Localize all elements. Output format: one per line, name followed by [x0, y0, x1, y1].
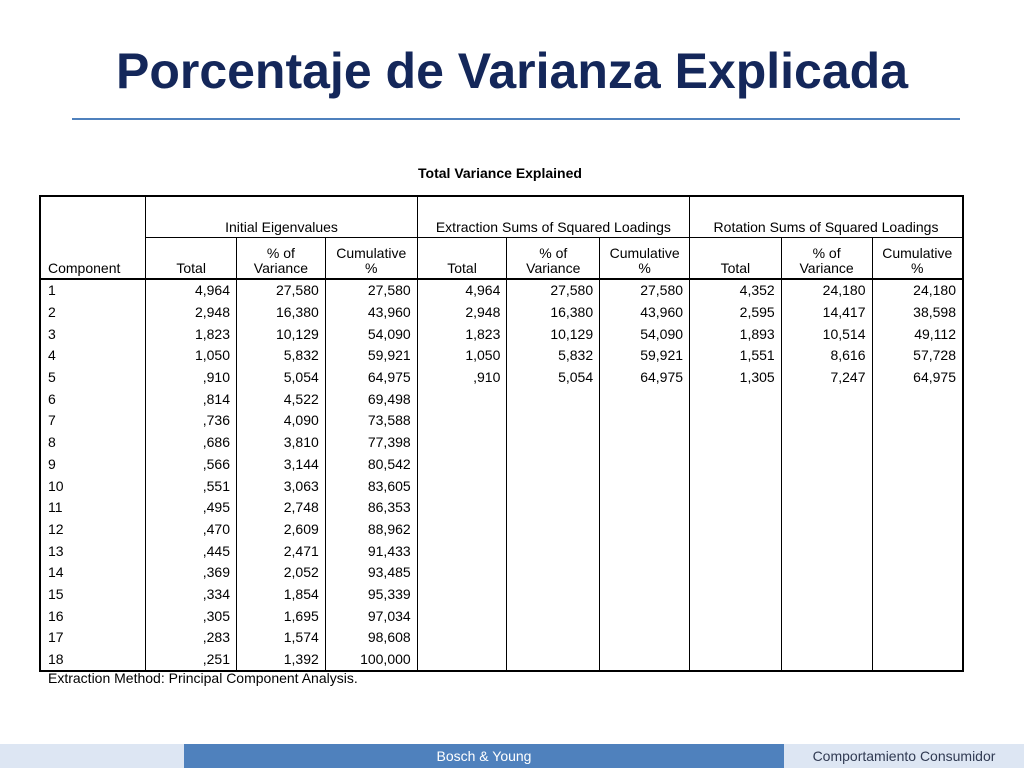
rotation-cumulative-cell — [872, 649, 963, 672]
rotation-pct-variance-cell — [781, 649, 872, 672]
extraction-total-cell — [417, 627, 507, 649]
initial-cumulative-cell: 54,090 — [325, 323, 417, 345]
initial-total-cell: 1,050 — [146, 345, 237, 367]
extraction-cumulative-cell — [600, 410, 690, 432]
table-row — [40, 584, 963, 606]
initial-cumulative-cell: 100,000 — [325, 649, 417, 672]
extraction-cumulative-cell — [600, 627, 690, 649]
table-row — [40, 279, 963, 302]
rotation-cumulative-cell — [872, 497, 963, 519]
initial-pct-variance-cell: 1,392 — [237, 649, 326, 672]
subheader-cumulative: Cumulative % — [600, 238, 690, 280]
component-number: 1 — [48, 282, 56, 299]
table-row — [40, 454, 963, 476]
initial-total-cell: ,283 — [146, 627, 237, 649]
component-number: 4 — [48, 347, 56, 364]
table-row — [40, 345, 963, 367]
rotation-pct-variance-cell — [781, 584, 872, 606]
extraction-cumulative-cell — [600, 519, 690, 541]
extraction-pct-variance-cell — [507, 540, 600, 562]
component-number: 11 — [48, 499, 63, 516]
rotation-pct-variance-cell — [781, 519, 872, 541]
initial-pct-variance-cell: 27,580 — [237, 279, 326, 302]
extraction-pct-variance-cell: 16,380 — [507, 302, 600, 324]
initial-total-cell: ,814 — [146, 388, 237, 410]
rotation-cumulative-cell — [872, 562, 963, 584]
subheader-total: Total — [146, 238, 237, 280]
rotation-pct-variance-cell — [781, 605, 872, 627]
rotation-total-cell — [690, 562, 782, 584]
initial-cumulative-cell: 95,339 — [325, 584, 417, 606]
initial-pct-variance-cell: 4,090 — [237, 410, 326, 432]
initial-cumulative-cell: 77,398 — [325, 432, 417, 454]
rotation-pct-variance-cell — [781, 388, 872, 410]
table-row — [40, 302, 963, 324]
subheader-total: Total — [417, 238, 507, 280]
component-number: 6 — [48, 390, 56, 407]
initial-pct-variance-cell: 3,063 — [237, 475, 326, 497]
table-row — [40, 540, 963, 562]
extraction-cumulative-cell — [600, 388, 690, 410]
extraction-pct-variance-cell — [507, 410, 600, 432]
component-number: 10 — [48, 477, 64, 494]
extraction-total-cell — [417, 475, 507, 497]
rotation-total-cell: 1,893 — [690, 323, 782, 345]
rotation-total-cell — [690, 410, 782, 432]
extraction-cumulative-cell — [600, 562, 690, 584]
rotation-pct-variance-cell: 24,180 — [781, 279, 872, 302]
rotation-total-cell: 4,352 — [690, 279, 782, 302]
rotation-total-cell: 1,305 — [690, 367, 782, 389]
rotation-pct-variance-cell — [781, 410, 872, 432]
table-row — [40, 410, 963, 432]
rotation-total-cell — [690, 540, 782, 562]
rotation-cumulative-cell — [872, 540, 963, 562]
rotation-pct-variance-cell — [781, 627, 872, 649]
extraction-pct-variance-cell: 5,832 — [507, 345, 600, 367]
table-row — [40, 562, 963, 584]
initial-cumulative-cell: 73,588 — [325, 410, 417, 432]
extraction-pct-variance-cell: 5,054 — [507, 367, 600, 389]
initial-pct-variance-cell: 4,522 — [237, 388, 326, 410]
footer-author: Bosch & Young — [184, 744, 784, 768]
extraction-pct-variance-cell: 10,129 — [507, 323, 600, 345]
initial-total-cell: ,566 — [146, 454, 237, 476]
initial-pct-variance-cell: 10,129 — [237, 323, 326, 345]
table-row — [40, 627, 963, 649]
title-divider — [72, 118, 960, 120]
extraction-cumulative-cell — [600, 432, 690, 454]
initial-cumulative-cell: 93,485 — [325, 562, 417, 584]
rotation-pct-variance-cell — [781, 562, 872, 584]
table-row — [40, 519, 963, 541]
extraction-pct-variance-cell — [507, 454, 600, 476]
extraction-pct-variance-cell — [507, 627, 600, 649]
table-row — [40, 323, 963, 345]
extraction-cumulative-cell — [600, 649, 690, 672]
extraction-pct-variance-cell — [507, 605, 600, 627]
extraction-total-cell — [417, 388, 507, 410]
rotation-total-cell — [690, 497, 782, 519]
rotation-pct-variance-cell: 14,417 — [781, 302, 872, 324]
initial-total-cell: ,251 — [146, 649, 237, 672]
extraction-total-cell — [417, 605, 507, 627]
initial-cumulative-cell: 27,580 — [325, 279, 417, 302]
initial-pct-variance-cell: 2,609 — [237, 519, 326, 541]
component-number: 2 — [48, 304, 56, 321]
initial-cumulative-cell: 80,542 — [325, 454, 417, 476]
footer-left — [0, 744, 184, 768]
extraction-total-cell: 2,948 — [417, 302, 507, 324]
initial-cumulative-cell: 64,975 — [325, 367, 417, 389]
subheader-pct-variance: % of Variance — [507, 238, 600, 280]
extraction-total-cell — [417, 497, 507, 519]
extraction-total-cell: ,910 — [417, 367, 507, 389]
initial-pct-variance-cell: 2,052 — [237, 562, 326, 584]
component-number: 8 — [48, 434, 56, 451]
extraction-cumulative-cell — [600, 584, 690, 606]
extraction-pct-variance-cell — [507, 497, 600, 519]
table-row — [40, 649, 963, 672]
initial-pct-variance-cell: 3,810 — [237, 432, 326, 454]
rotation-pct-variance-cell: 10,514 — [781, 323, 872, 345]
extraction-total-cell: 1,050 — [417, 345, 507, 367]
initial-total-cell: ,910 — [146, 367, 237, 389]
initial-pct-variance-cell: 2,748 — [237, 497, 326, 519]
rotation-total-cell — [690, 584, 782, 606]
extraction-cumulative-cell: 43,960 — [600, 302, 690, 324]
slide-title: Porcentaje de Varianza Explicada — [115, 43, 909, 99]
extraction-cumulative-cell — [600, 475, 690, 497]
rotation-total-cell — [690, 519, 782, 541]
initial-pct-variance-cell: 3,144 — [237, 454, 326, 476]
initial-pct-variance-cell: 1,854 — [237, 584, 326, 606]
group-header-rotation: Rotation Sums of Squared Loadings — [690, 196, 963, 238]
initial-total-cell: 4,964 — [146, 279, 237, 302]
initial-pct-variance-cell: 5,832 — [237, 345, 326, 367]
initial-total-cell: 1,823 — [146, 323, 237, 345]
rotation-total-cell: 1,551 — [690, 345, 782, 367]
extraction-total-cell — [417, 410, 507, 432]
rotation-cumulative-cell: 49,112 — [872, 323, 963, 345]
extraction-pct-variance-cell — [507, 388, 600, 410]
initial-total-cell: ,736 — [146, 410, 237, 432]
extraction-pct-variance-cell: 27,580 — [507, 279, 600, 302]
variance-table — [39, 195, 964, 672]
extraction-pct-variance-cell — [507, 584, 600, 606]
component-number: 18 — [48, 651, 64, 668]
rotation-cumulative-cell — [872, 410, 963, 432]
initial-cumulative-cell: 69,498 — [325, 388, 417, 410]
rotation-pct-variance-cell: 7,247 — [781, 367, 872, 389]
rotation-total-cell — [690, 649, 782, 672]
extraction-total-cell — [417, 432, 507, 454]
initial-total-cell: ,470 — [146, 519, 237, 541]
component-number: 13 — [48, 542, 64, 559]
component-number: 14 — [48, 564, 64, 581]
rotation-cumulative-cell — [872, 627, 963, 649]
rotation-cumulative-cell: 24,180 — [872, 279, 963, 302]
rotation-cumulative-cell — [872, 584, 963, 606]
extraction-cumulative-cell — [600, 605, 690, 627]
initial-total-cell: ,551 — [146, 475, 237, 497]
component-number: 16 — [48, 607, 64, 624]
rotation-total-cell: 2,595 — [690, 302, 782, 324]
group-header-initial: Initial Eigenvalues — [146, 196, 417, 238]
table-row — [40, 475, 963, 497]
component-number: 17 — [48, 629, 64, 646]
initial-cumulative-cell: 97,034 — [325, 605, 417, 627]
rotation-total-cell — [690, 432, 782, 454]
table-body — [40, 279, 963, 671]
rotation-pct-variance-cell — [781, 540, 872, 562]
rotation-cumulative-cell — [872, 454, 963, 476]
extraction-cumulative-cell: 54,090 — [600, 323, 690, 345]
initial-cumulative-cell: 86,353 — [325, 497, 417, 519]
initial-total-cell: ,305 — [146, 605, 237, 627]
extraction-pct-variance-cell — [507, 519, 600, 541]
group-header-extraction: Extraction Sums of Squared Loadings — [417, 196, 689, 238]
rotation-total-cell — [690, 475, 782, 497]
component-number: 9 — [48, 455, 56, 472]
extraction-cumulative-cell — [600, 497, 690, 519]
extraction-cumulative-cell: 27,580 — [600, 279, 690, 302]
component-number: 5 — [48, 369, 56, 386]
rotation-pct-variance-cell — [781, 432, 872, 454]
extraction-pct-variance-cell — [507, 562, 600, 584]
extraction-pct-variance-cell — [507, 649, 600, 672]
rotation-cumulative-cell: 38,598 — [872, 302, 963, 324]
initial-cumulative-cell: 43,960 — [325, 302, 417, 324]
table-row — [40, 432, 963, 454]
rotation-cumulative-cell: 64,975 — [872, 367, 963, 389]
table-row — [40, 605, 963, 627]
initial-total-cell: ,686 — [146, 432, 237, 454]
initial-cumulative-cell: 83,605 — [325, 475, 417, 497]
initial-pct-variance-cell: 5,054 — [237, 367, 326, 389]
initial-cumulative-cell: 91,433 — [325, 540, 417, 562]
extraction-total-cell: 1,823 — [417, 323, 507, 345]
subheader-total: Total — [690, 238, 782, 280]
rotation-cumulative-cell: 57,728 — [872, 345, 963, 367]
subheader-cumulative: Cumulative % — [872, 238, 963, 280]
rotation-pct-variance-cell — [781, 497, 872, 519]
extraction-total-cell — [417, 562, 507, 584]
component-number: 15 — [48, 585, 64, 602]
subheader-cumulative: Cumulative % — [325, 238, 417, 280]
footer-course: Comportamiento Consumidor — [784, 744, 1024, 768]
component-number: 12 — [48, 520, 64, 537]
rotation-cumulative-cell — [872, 388, 963, 410]
component-number: 7 — [48, 412, 56, 429]
extraction-total-cell — [417, 519, 507, 541]
initial-pct-variance-cell: 1,695 — [237, 605, 326, 627]
rotation-total-cell — [690, 627, 782, 649]
rotation-pct-variance-cell — [781, 454, 872, 476]
rotation-cumulative-cell — [872, 475, 963, 497]
table-row — [40, 367, 963, 389]
table-row — [40, 388, 963, 410]
rotation-cumulative-cell — [872, 432, 963, 454]
extraction-pct-variance-cell — [507, 475, 600, 497]
initial-total-cell: ,445 — [146, 540, 237, 562]
rotation-total-cell — [690, 454, 782, 476]
initial-pct-variance-cell: 2,471 — [237, 540, 326, 562]
extraction-cumulative-cell: 59,921 — [600, 345, 690, 367]
rotation-pct-variance-cell — [781, 475, 872, 497]
initial-cumulative-cell: 59,921 — [325, 345, 417, 367]
extraction-total-cell — [417, 540, 507, 562]
subheader-pct-variance: % of Variance — [781, 238, 872, 280]
initial-total-cell: ,369 — [146, 562, 237, 584]
table-footnote: Extraction Method: Principal Component Analysis. — [48, 670, 358, 686]
rotation-cumulative-cell — [872, 605, 963, 627]
rotation-total-cell — [690, 605, 782, 627]
slide-footer — [0, 744, 1024, 768]
extraction-total-cell — [417, 649, 507, 672]
component-number: 3 — [48, 325, 56, 342]
initial-total-cell: ,495 — [146, 497, 237, 519]
extraction-total-cell: 4,964 — [417, 279, 507, 302]
extraction-total-cell — [417, 454, 507, 476]
extraction-cumulative-cell — [600, 540, 690, 562]
component-header: Component — [40, 196, 146, 279]
table-row — [40, 497, 963, 519]
initial-total-cell: ,334 — [146, 584, 237, 606]
subheader-pct-variance: % of Variance — [237, 238, 326, 280]
extraction-pct-variance-cell — [507, 432, 600, 454]
initial-total-cell: 2,948 — [146, 302, 237, 324]
initial-cumulative-cell: 98,608 — [325, 627, 417, 649]
extraction-cumulative-cell: 64,975 — [600, 367, 690, 389]
rotation-pct-variance-cell: 8,616 — [781, 345, 872, 367]
rotation-total-cell — [690, 388, 782, 410]
table-caption: Total Variance Explained — [418, 165, 582, 181]
initial-pct-variance-cell: 1,574 — [237, 627, 326, 649]
extraction-cumulative-cell — [600, 454, 690, 476]
initial-cumulative-cell: 88,962 — [325, 519, 417, 541]
extraction-total-cell — [417, 584, 507, 606]
rotation-cumulative-cell — [872, 519, 963, 541]
initial-pct-variance-cell: 16,380 — [237, 302, 326, 324]
